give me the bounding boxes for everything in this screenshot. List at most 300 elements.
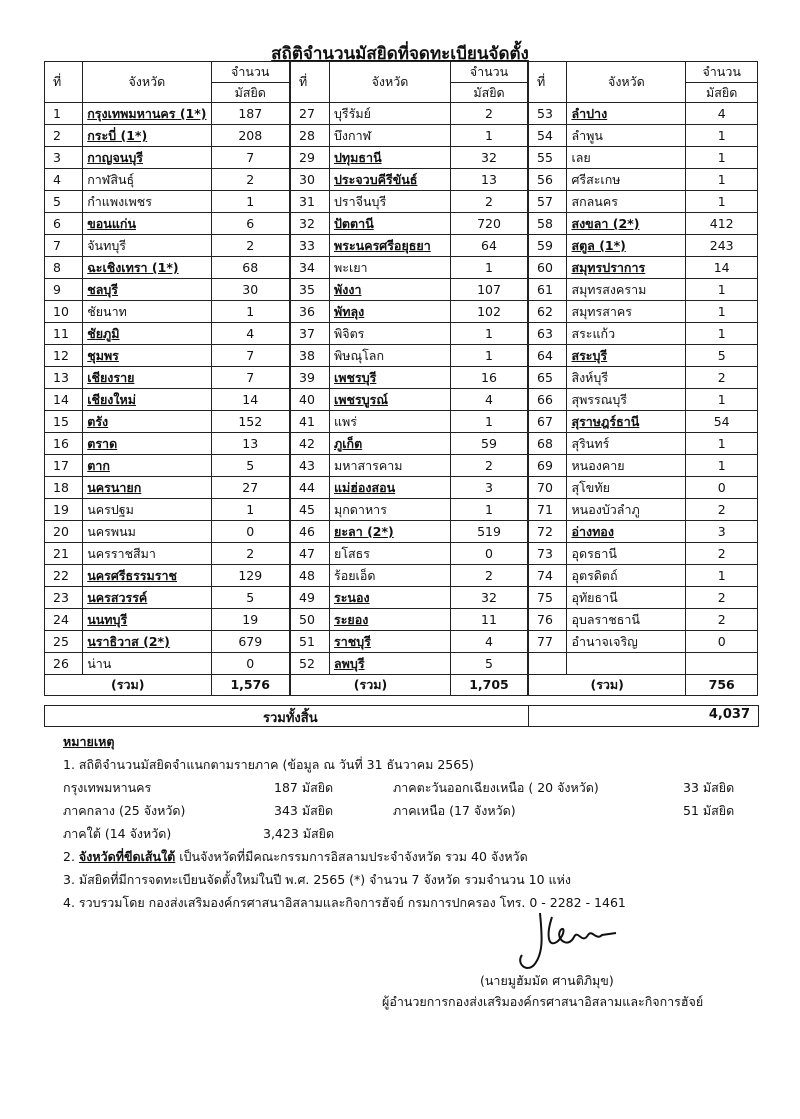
row-number: 57	[529, 191, 567, 213]
mosque-count: 519	[451, 521, 528, 543]
row-number: 28	[291, 125, 330, 147]
row-number: 4	[45, 169, 83, 191]
table-row	[45, 323, 290, 345]
note-1: 1. สถิติจำนวนมัสยิดจำแนกตามรายภาค (ข้อมูล ณ วันที่ 31 ธันวาคม 2565)	[63, 757, 475, 772]
table-row	[291, 389, 528, 411]
row-number: 74	[529, 565, 567, 587]
table-row	[291, 587, 528, 609]
note-2	[63, 847, 528, 867]
row-number: 40	[291, 389, 330, 411]
mosque-count: 30	[211, 279, 290, 301]
mosque-count: 2	[686, 499, 758, 521]
mosque-count: 2	[686, 587, 758, 609]
mosque-count: 5	[211, 455, 290, 477]
row-number: 75	[529, 587, 567, 609]
table-row	[45, 235, 290, 257]
province-name: แพร่	[330, 411, 451, 433]
province-name: นครศรีธรรมราช	[83, 565, 211, 587]
mosque-count: 5	[211, 587, 290, 609]
row-number: 11	[45, 323, 83, 345]
table-row	[529, 257, 758, 279]
table-row	[45, 565, 290, 587]
row-number: 65	[529, 367, 567, 389]
table-row	[45, 609, 290, 631]
mosque-count: 16	[451, 367, 528, 389]
table-row	[291, 279, 528, 301]
province-name: สุรินทร์	[567, 433, 686, 455]
row-number: 31	[291, 191, 330, 213]
mosque-count: 243	[686, 235, 758, 257]
table-row	[529, 389, 758, 411]
mosque-count: 1	[686, 191, 758, 213]
row-number: 46	[291, 521, 330, 543]
table-row	[529, 301, 758, 323]
row-number: 14	[45, 389, 83, 411]
table-row	[45, 587, 290, 609]
mosque-count: 14	[686, 257, 758, 279]
mosque-count: 1	[211, 301, 290, 323]
signatory-name: (นายมูฮัมมัด ศานติภิมุข)	[480, 973, 614, 988]
row-number: 1	[45, 103, 83, 125]
mosque-count: 3	[686, 521, 758, 543]
table-row	[291, 103, 528, 125]
row-number: 71	[529, 499, 567, 521]
note-1-central-value: 343 มัสยิด	[274, 803, 334, 818]
row-number: 34	[291, 257, 330, 279]
table-row	[291, 147, 528, 169]
row-number: 5	[45, 191, 83, 213]
mosque-count: 1	[686, 125, 758, 147]
mosque-count: 152	[211, 411, 290, 433]
table-row	[291, 301, 528, 323]
row-number: 48	[291, 565, 330, 587]
province-name: ภูเก็ต	[330, 433, 451, 455]
mosque-count: 679	[211, 631, 290, 653]
header-no: ที่	[291, 62, 330, 103]
table-row	[45, 213, 290, 235]
mosque-count: 4	[686, 103, 758, 125]
note-1-northeast: ภาคตะวันออกเฉียงเหนือ ( 20 จังหวัด)	[393, 780, 599, 795]
table-row	[45, 477, 290, 499]
subtotal-col3: 756	[686, 675, 758, 696]
row-number: 55	[529, 147, 567, 169]
province-name: นราธิวาส (2*)	[83, 631, 211, 653]
note-2-text: เป็นจังหวัดที่มีคณะกรรมการอิสลามประจำจังหวัด รวม 40 จังหวัด	[179, 849, 528, 864]
row-number: 23	[45, 587, 83, 609]
table-row	[529, 147, 758, 169]
row-number: 43	[291, 455, 330, 477]
header-province: จังหวัด	[330, 62, 451, 103]
note-1-south-value: 3,423 มัสยิด	[263, 826, 335, 841]
province-name: สุราษฎร์ธานี	[567, 411, 686, 433]
table-row	[529, 433, 758, 455]
table-row	[45, 345, 290, 367]
province-name: กาญจนบุรี	[83, 147, 211, 169]
mosque-count: 129	[211, 565, 290, 587]
row-number: 72	[529, 521, 567, 543]
table-row	[291, 235, 528, 257]
table-row	[529, 235, 758, 257]
mosque-count: 1	[686, 565, 758, 587]
row-number: 7	[45, 235, 83, 257]
province-name: ศรีสะเกษ	[567, 169, 686, 191]
table-row	[529, 191, 758, 213]
header-province: จังหวัด	[567, 62, 686, 103]
row-number: 3	[45, 147, 83, 169]
header-count-top: จำนวน	[211, 62, 290, 83]
mosque-count: 2	[211, 169, 290, 191]
row-number: 24	[45, 609, 83, 631]
mosque-count: 4	[451, 389, 528, 411]
province-name: พิษณุโลก	[330, 345, 451, 367]
mosque-count: 27	[211, 477, 290, 499]
row-number: 8	[45, 257, 83, 279]
table-row	[529, 323, 758, 345]
header-no: ที่	[529, 62, 567, 103]
row-number: 62	[529, 301, 567, 323]
row-number: 50	[291, 609, 330, 631]
mosque-count: 1	[451, 257, 528, 279]
table-row	[291, 257, 528, 279]
row-number: 66	[529, 389, 567, 411]
province-name: ตราด	[83, 433, 211, 455]
mosque-count: 59	[451, 433, 528, 455]
mosque-count: 1	[451, 411, 528, 433]
table-row	[291, 411, 528, 433]
province-name: สมุทรสาคร	[567, 301, 686, 323]
mosque-count: 2	[211, 235, 290, 257]
province-name: สุพรรณบุรี	[567, 389, 686, 411]
row-number: 18	[45, 477, 83, 499]
row-number: 30	[291, 169, 330, 191]
row-number: 21	[45, 543, 83, 565]
row-number: 9	[45, 279, 83, 301]
table-row	[45, 301, 290, 323]
row-number: 6	[45, 213, 83, 235]
province-name: พังงา	[330, 279, 451, 301]
handwritten-signature	[512, 905, 622, 975]
province-name: ปราจีนบุรี	[330, 191, 451, 213]
province-name: ราชบุรี	[330, 631, 451, 653]
table-row	[291, 323, 528, 345]
mosque-count: 6	[211, 213, 290, 235]
header-province: จังหวัด	[83, 62, 211, 103]
province-name: บึงกาฬ	[330, 125, 451, 147]
province-name: สกลนคร	[567, 191, 686, 213]
table-row	[529, 565, 758, 587]
grand-total-row	[44, 705, 759, 727]
province-name: มุกดาหาร	[330, 499, 451, 521]
table-row	[529, 213, 758, 235]
mosque-count: 0	[451, 543, 528, 565]
table-row	[45, 433, 290, 455]
header-count-bottom: มัสยิด	[211, 83, 290, 103]
province-name: จันทบุรี	[83, 235, 211, 257]
mosque-count: 1	[451, 323, 528, 345]
row-number: 36	[291, 301, 330, 323]
table-row	[45, 411, 290, 433]
province-name: กำแพงเพชร	[83, 191, 211, 213]
province-name: อุทัยธานี	[567, 587, 686, 609]
table-row	[45, 543, 290, 565]
table-row	[291, 213, 528, 235]
header-count-bottom: มัสยิด	[451, 83, 528, 103]
mosque-count: 1	[686, 301, 758, 323]
row-number: 12	[45, 345, 83, 367]
mosque-count: 4	[451, 631, 528, 653]
mosque-count: 4	[211, 323, 290, 345]
table-row	[45, 389, 290, 411]
table-row	[529, 543, 758, 565]
province-name: นครสวรรค์	[83, 587, 211, 609]
row-number: 35	[291, 279, 330, 301]
province-name: นนทบุรี	[83, 609, 211, 631]
row-number: 16	[45, 433, 83, 455]
mosque-count: 187	[211, 103, 290, 125]
table-row	[529, 609, 758, 631]
mosque-count: 32	[451, 587, 528, 609]
header-count-top: จำนวน	[451, 62, 528, 83]
mosque-count: 1	[686, 389, 758, 411]
province-name: ยโสธร	[330, 543, 451, 565]
province-name: ปทุมธานี	[330, 147, 451, 169]
province-name: นครปฐม	[83, 499, 211, 521]
row-number: 38	[291, 345, 330, 367]
province-name: พระนครศรีอยุธยา	[330, 235, 451, 257]
row-number: 19	[45, 499, 83, 521]
mosque-count: 14	[211, 389, 290, 411]
province-table-1	[44, 61, 290, 696]
page-title: สถิติจำนวนมัสยิดที่จดทะเบียนจัดตั้ง	[271, 44, 529, 64]
row-number: 44	[291, 477, 330, 499]
table-row	[529, 521, 758, 543]
table-row	[529, 367, 758, 389]
subtotal-col2: 1,705	[451, 675, 528, 696]
mosque-count: 7	[211, 345, 290, 367]
row-number: 61	[529, 279, 567, 301]
row-number: 17	[45, 455, 83, 477]
table-row	[45, 279, 290, 301]
province-name: ลำพูน	[567, 125, 686, 147]
row-number: 32	[291, 213, 330, 235]
province-name: ชุมพร	[83, 345, 211, 367]
province-name: บุรีรัมย์	[330, 103, 451, 125]
row-number: 68	[529, 433, 567, 455]
row-number: 77	[529, 631, 567, 653]
province-name: สิงห์บุรี	[567, 367, 686, 389]
table-row	[45, 103, 290, 125]
province-name: นครพนม	[83, 521, 211, 543]
province-table-2	[290, 61, 528, 696]
note-1-northeast-value: 33 มัสยิด	[683, 780, 735, 795]
province-name: หนองบัวลำภู	[567, 499, 686, 521]
row-number: 63	[529, 323, 567, 345]
note-1-bangkok-value: 187 มัสยิด	[274, 780, 334, 795]
table-row	[45, 191, 290, 213]
table-row	[291, 169, 528, 191]
row-number: 54	[529, 125, 567, 147]
province-name: ชัยนาท	[83, 301, 211, 323]
table-row	[529, 631, 758, 653]
header-count-top: จำนวน	[686, 62, 758, 83]
table-row	[529, 499, 758, 521]
mosque-count: 0	[686, 631, 758, 653]
notes-heading: หมายเหตุ	[63, 734, 115, 749]
note-1-central: ภาคกลาง (25 จังหวัด)	[63, 803, 186, 818]
subtotal-col1: 1,576	[211, 675, 290, 696]
province-name: ตรัง	[83, 411, 211, 433]
row-number: 22	[45, 565, 83, 587]
row-number: 58	[529, 213, 567, 235]
row-number: 29	[291, 147, 330, 169]
province-name: หนองคาย	[567, 455, 686, 477]
mosque-count: 0	[211, 521, 290, 543]
province-name: ระนอง	[330, 587, 451, 609]
table-row	[45, 653, 290, 675]
row-number: 33	[291, 235, 330, 257]
table-row	[529, 477, 758, 499]
table-row	[291, 125, 528, 147]
mosque-count: 54	[686, 411, 758, 433]
row-number: 69	[529, 455, 567, 477]
note-3: 3. มัสยิดที่มีการจดทะเบียนจัดตั้งใหม่ในปี พ.ศ. 2565 (*) จำนวน 7 จังหวัด รวมจำนวน 10 แห่ง	[63, 872, 571, 887]
mosque-count: 1	[686, 279, 758, 301]
province-name: สมุทรสงคราม	[567, 279, 686, 301]
table-row	[291, 609, 528, 631]
table-row	[291, 499, 528, 521]
province-name: สระแก้ว	[567, 323, 686, 345]
table-row	[291, 367, 528, 389]
province-name: สระบุรี	[567, 345, 686, 367]
mosque-count: 2	[686, 367, 758, 389]
mosque-count: 0	[211, 653, 290, 675]
note-1-south: ภาคใต้ (14 จังหวัด)	[63, 826, 172, 841]
province-name: อ่างทอง	[567, 521, 686, 543]
row-number: 45	[291, 499, 330, 521]
note-1-bangkok: กรุงเทพมหานคร	[63, 780, 152, 795]
province-table-3	[528, 61, 758, 696]
province-name: ชัยภูมิ	[83, 323, 211, 345]
mosque-count: 13	[211, 433, 290, 455]
table-row	[291, 455, 528, 477]
province-name: มหาสารคาม	[330, 455, 451, 477]
province-name: พะเยา	[330, 257, 451, 279]
grand-total-label: รวมทั้งสิ้น	[263, 711, 318, 726]
province-name: ประจวบคีรีขันธ์	[330, 169, 451, 191]
table-row	[529, 411, 758, 433]
province-name: ระยอง	[330, 609, 451, 631]
row-number: 56	[529, 169, 567, 191]
mosque-count: 2	[451, 103, 528, 125]
table-row	[529, 455, 758, 477]
province-name: อุบลราชธานี	[567, 609, 686, 631]
mosque-count: 2	[686, 543, 758, 565]
mosque-count: 2	[211, 543, 290, 565]
table-row	[45, 169, 290, 191]
table-row	[291, 191, 528, 213]
province-name: ปัตตานี	[330, 213, 451, 235]
province-name: กระบี่ (1*)	[83, 125, 211, 147]
province-name: พิจิตร	[330, 323, 451, 345]
province-name: เพชรบุรี	[330, 367, 451, 389]
table-row	[529, 103, 758, 125]
province-name: น่าน	[83, 653, 211, 675]
subtotal-label: (รวม)	[529, 675, 686, 696]
mosque-count: 1	[211, 191, 290, 213]
province-name: แม่ฮ่องสอน	[330, 477, 451, 499]
table-row	[291, 433, 528, 455]
mosque-count: 1	[686, 169, 758, 191]
row-number: 76	[529, 609, 567, 631]
mosque-count: 1	[686, 455, 758, 477]
table-row	[45, 147, 290, 169]
mosque-count: 1	[451, 499, 528, 521]
mosque-count: 1	[211, 499, 290, 521]
table-row	[291, 653, 528, 675]
table-row	[291, 521, 528, 543]
row-number: 60	[529, 257, 567, 279]
mosque-count: 2	[451, 565, 528, 587]
mosque-count: 7	[211, 147, 290, 169]
note-1-north: ภาคเหนือ (17 จังหวัด)	[393, 803, 516, 818]
row-number: 10	[45, 301, 83, 323]
mosque-count: 19	[211, 609, 290, 631]
table-row	[45, 631, 290, 653]
row-number: 20	[45, 521, 83, 543]
table-row	[45, 499, 290, 521]
province-name: พัทลุง	[330, 301, 451, 323]
mosque-count: 5	[686, 345, 758, 367]
table-row	[291, 543, 528, 565]
province-name: สมุทรปราการ	[567, 257, 686, 279]
province-name: สุโขทัย	[567, 477, 686, 499]
table-row	[45, 521, 290, 543]
mosque-count: 412	[686, 213, 758, 235]
table-row	[45, 367, 290, 389]
note-2-number: 2.	[63, 849, 75, 864]
mosque-count: 5	[451, 653, 528, 675]
note-1-north-value: 51 มัสยิด	[683, 803, 735, 818]
note-2-underlined: จังหวัดที่ขีดเส้นใต้	[78, 849, 176, 864]
province-name: เพชรบูรณ์	[330, 389, 451, 411]
province-name: นครราชสีมา	[83, 543, 211, 565]
province-name: สตูล (1*)	[567, 235, 686, 257]
mosque-count: 13	[451, 169, 528, 191]
row-number: 51	[291, 631, 330, 653]
mosque-count: 1	[686, 147, 758, 169]
mosque-count: 720	[451, 213, 528, 235]
mosque-count: 1	[686, 433, 758, 455]
mosque-count: 1	[686, 323, 758, 345]
mosque-count: 2	[451, 191, 528, 213]
mosque-count: 3	[451, 477, 528, 499]
mosque-count: 64	[451, 235, 528, 257]
table-row	[45, 125, 290, 147]
mosque-count: 2	[686, 609, 758, 631]
row-number: 15	[45, 411, 83, 433]
province-name: กาฬสินธุ์	[83, 169, 211, 191]
table-row	[291, 477, 528, 499]
province-name: ยะลา (2*)	[330, 521, 451, 543]
row-number: 47	[291, 543, 330, 565]
header-count-bottom: มัสยิด	[686, 83, 758, 103]
province-name: อุตรดิตถ์	[567, 565, 686, 587]
mosque-count: 2	[451, 455, 528, 477]
province-name: เลย	[567, 147, 686, 169]
table-row	[529, 587, 758, 609]
row-number: 25	[45, 631, 83, 653]
grand-total-value: 4,037	[708, 707, 750, 722]
